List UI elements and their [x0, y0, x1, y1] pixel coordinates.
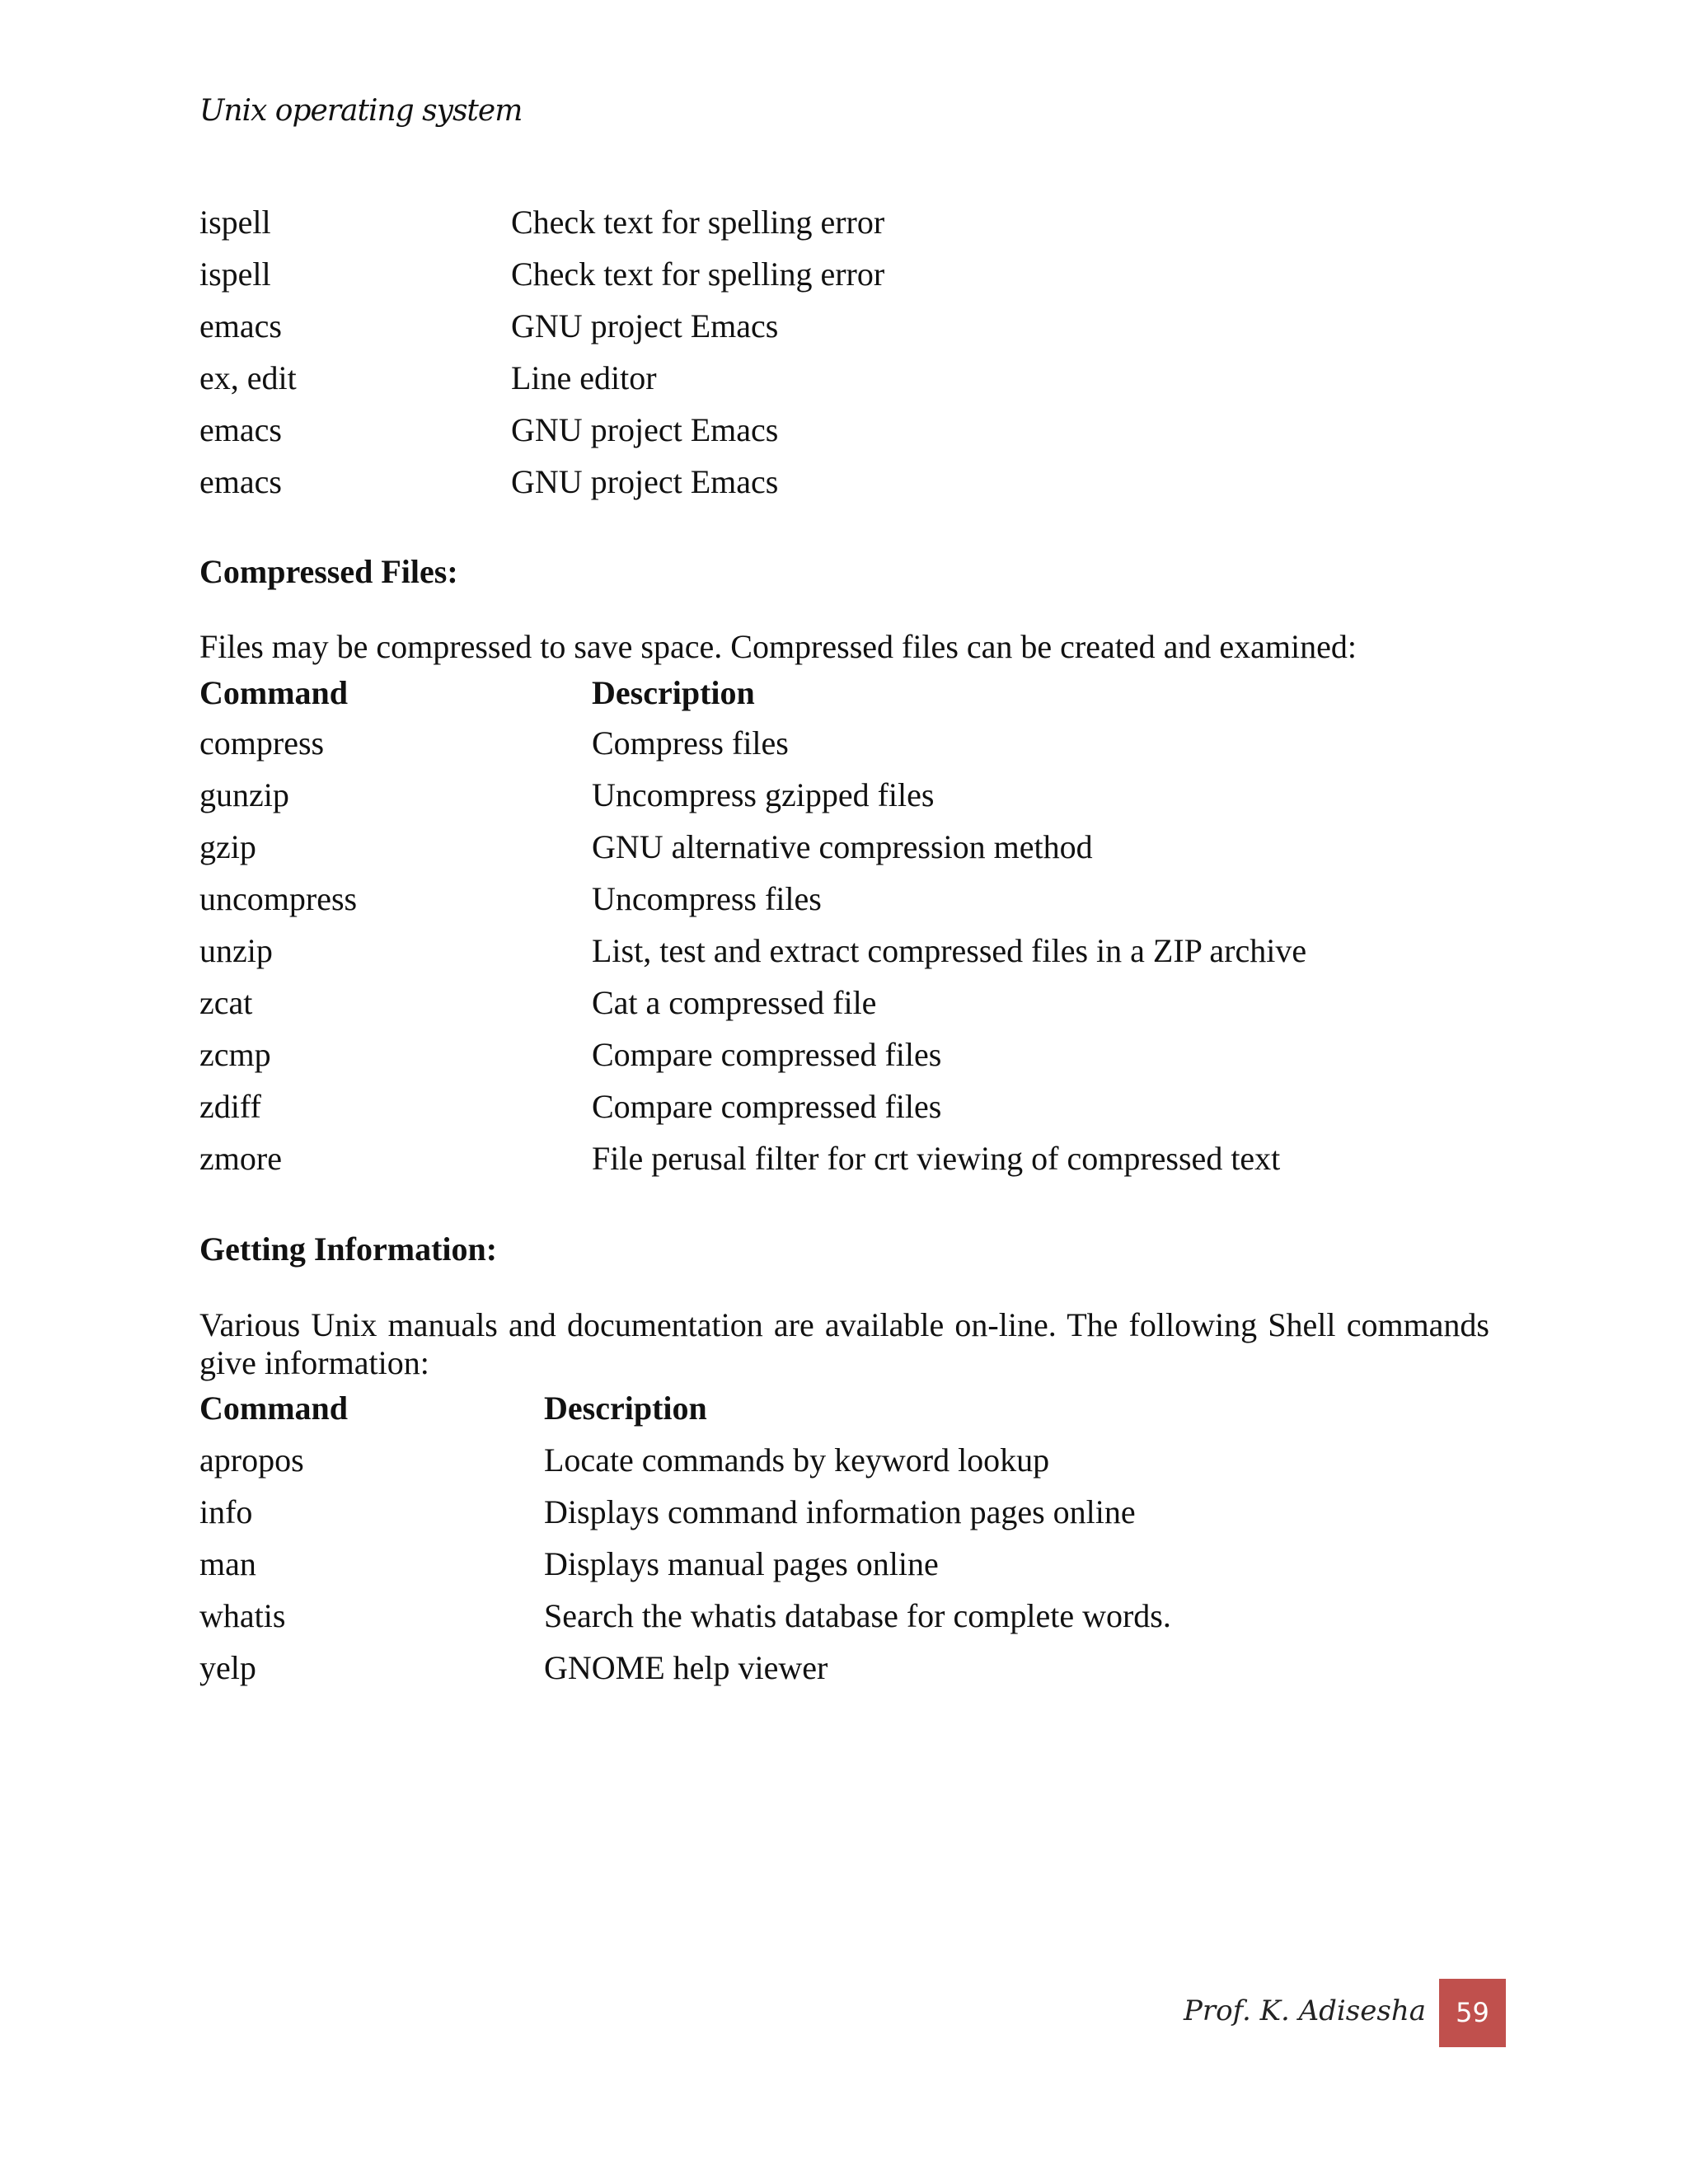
command-cell: man [199, 1545, 256, 1582]
command-cell: zdiff [199, 1088, 261, 1125]
command-column-header: Command [199, 674, 349, 711]
description-cell: Compare compressed files [592, 1036, 942, 1073]
command-cell: yelp [199, 1649, 256, 1686]
command-cell: emacs [199, 411, 282, 448]
description-cell: Displays command information pages online [544, 1493, 1136, 1530]
command-cell: unzip [199, 932, 273, 969]
command-cell: compress [199, 724, 325, 762]
description-cell: Compare compressed files [592, 1088, 942, 1125]
command-cell: zcat [199, 984, 253, 1021]
description-cell: Check text for spelling error [511, 204, 885, 241]
description-cell: Locate commands by keyword lookup [544, 1441, 1050, 1479]
section-heading-getting-information: Getting Information: [199, 1230, 498, 1268]
command-cell: whatis [199, 1597, 286, 1634]
description-cell: Displays manual pages online [544, 1545, 939, 1582]
command-cell: emacs [199, 463, 282, 500]
description-cell: GNU project Emacs [511, 307, 779, 344]
command-cell: gunzip [199, 776, 289, 813]
command-cell: info [199, 1493, 253, 1530]
page-header-title: Unix operating system [199, 94, 523, 128]
command-column-header: Command [199, 1390, 349, 1427]
description-cell: Compress files [592, 724, 789, 762]
description-cell: GNOME help viewer [544, 1649, 828, 1686]
section-intro-compressed-files: Files may be compressed to save space. Compressed files can be created and examined: [199, 628, 1357, 665]
section-heading-compressed-files: Compressed Files: [199, 553, 458, 590]
description-cell: Uncompress gzipped files [592, 776, 935, 813]
description-cell: Cat a compressed file [592, 984, 877, 1021]
command-cell: ex, edit [199, 359, 297, 396]
description-cell: GNU project Emacs [511, 463, 779, 500]
command-cell: emacs [199, 307, 282, 344]
description-column-header: Description [592, 674, 755, 711]
command-cell: uncompress [199, 880, 358, 917]
command-cell: ispell [199, 255, 271, 293]
command-cell: zcmp [199, 1036, 271, 1073]
command-cell: zmore [199, 1140, 282, 1177]
description-cell: Search the whatis database for complete words. [544, 1597, 1171, 1634]
description-cell: Check text for spelling error [511, 255, 885, 293]
description-cell: GNU alternative compression method [592, 828, 1093, 865]
footer-author: Prof. K. Adisesha [1184, 1994, 1426, 2027]
command-cell: ispell [199, 204, 271, 241]
description-cell: GNU project Emacs [511, 411, 779, 448]
description-cell: List, test and extract compressed files in a ZIP archive [592, 932, 1307, 969]
page-number-badge: 59 [1439, 1979, 1506, 2047]
description-cell: Line editor [511, 359, 657, 396]
section-intro-getting-information: Various Unix manuals and documentation are available on-line. The following Shell commands give information: [199, 1306, 1489, 1381]
description-cell: Uncompress files [592, 880, 822, 917]
description-column-header: Description [544, 1390, 707, 1427]
command-cell: apropos [199, 1441, 304, 1479]
description-cell: File perusal filter for crt viewing of compressed text [592, 1140, 1281, 1177]
command-cell: gzip [199, 828, 256, 865]
